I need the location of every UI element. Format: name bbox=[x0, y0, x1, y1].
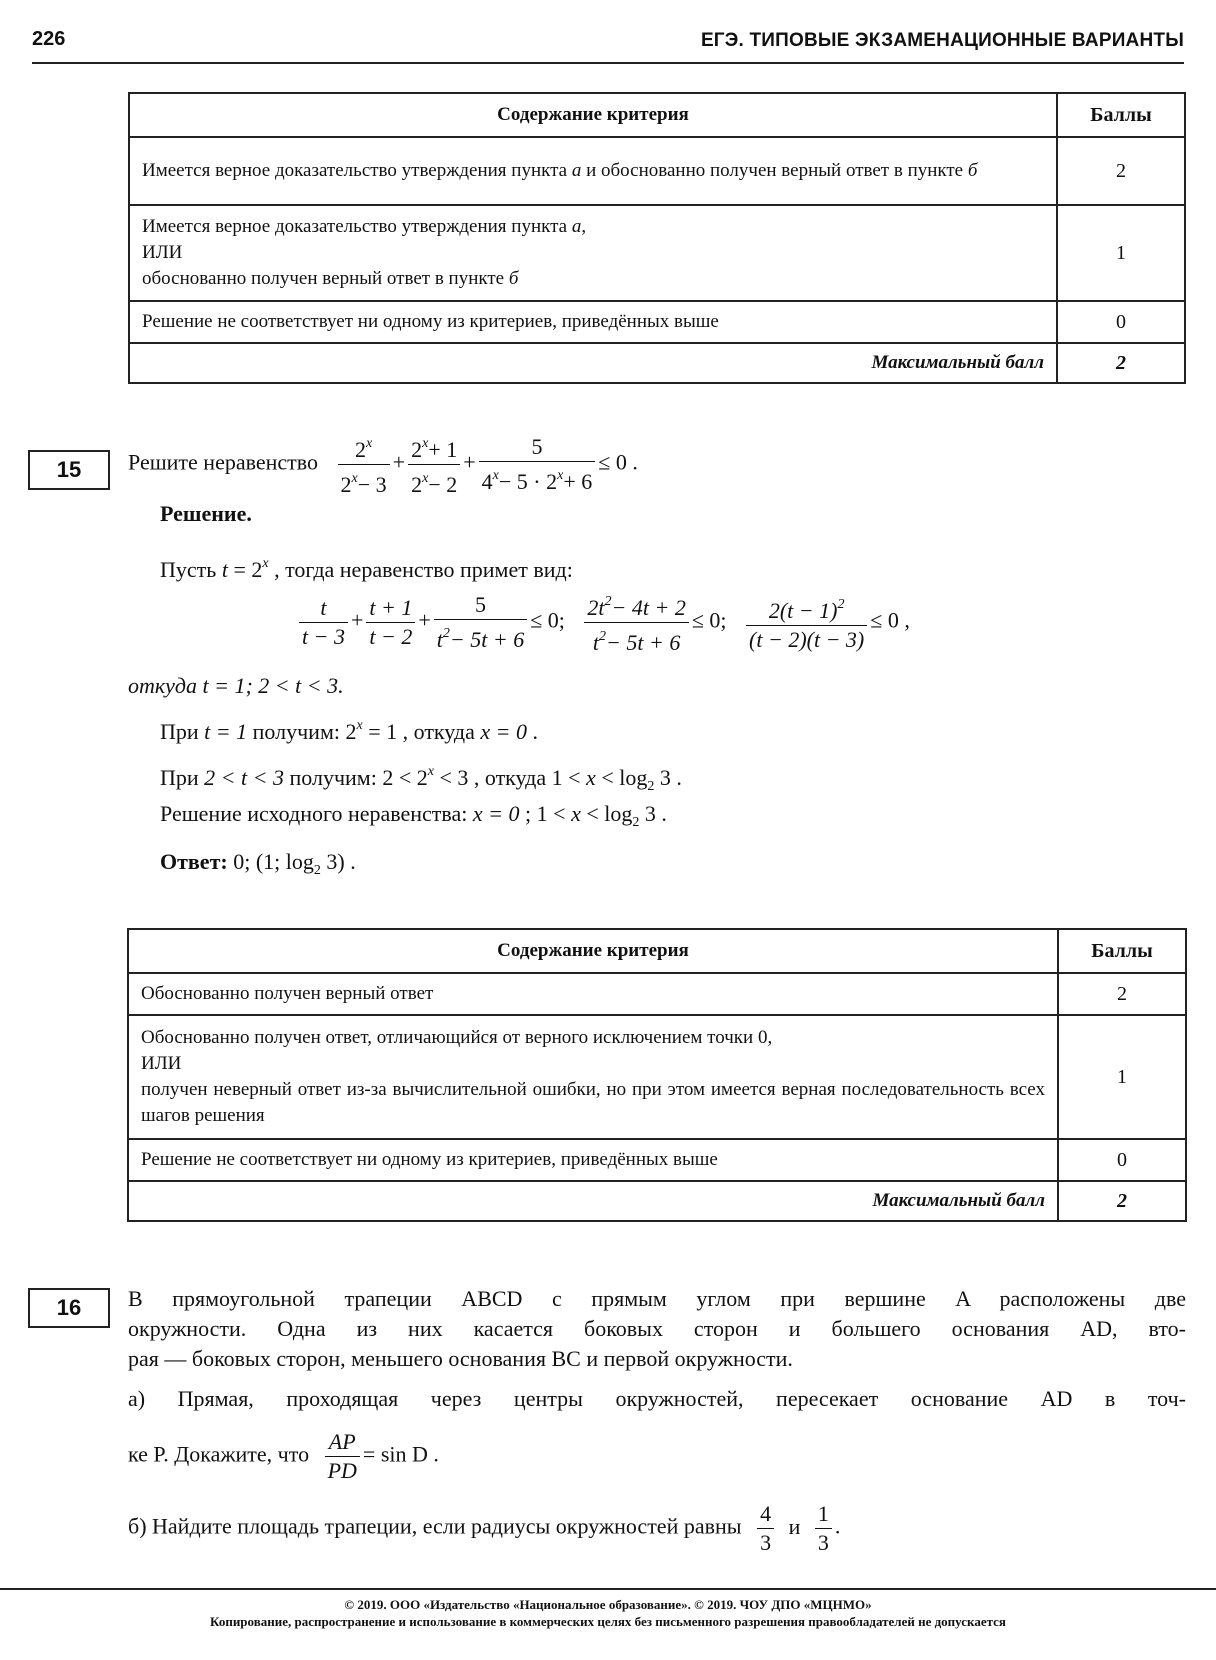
table-row bbox=[129, 205, 1185, 301]
table-max-row bbox=[129, 343, 1185, 383]
max-score-label: Максимальный балл bbox=[129, 343, 1057, 383]
fraction: $\frac{2^x+ 1}{2^x- 2}$ bbox=[408, 430, 460, 499]
max-score-value: 2 bbox=[1058, 1181, 1186, 1221]
substitution-line: Пусть $t = 2^x$ , тогда неравенство примет вид: bbox=[160, 556, 573, 582]
criterion-points: 1 bbox=[1058, 1015, 1186, 1139]
solution-label: Решение. bbox=[160, 501, 252, 526]
task16-part-a-line-2: ке P. Докажите, что $\frac{AP}{PD}$ = sin D . bbox=[128, 1429, 439, 1483]
transformed-inequalities: $\frac{t}{t - 3}$ + $\frac{t + 1}{t - 2}$ + $\frac{5}{t^2- 5t + 6}$ ≤ 0; $\frac{2t^2- 4t + 2}{t^2- 5t + 6}$ ≤ 0; $\frac{2(t - 1)^2}{(t - 2)(t - 3)}$ ≤ 0 , bbox=[296, 588, 910, 657]
table-header-row bbox=[128, 929, 1186, 973]
fraction: $\frac{4}{3}$ bbox=[757, 1500, 774, 1557]
table-row bbox=[129, 301, 1185, 343]
answer-label: Ответ: bbox=[160, 849, 228, 874]
task16-line-3: рая — боковых сторон, меньшего основания BC и первой окружности. bbox=[128, 1346, 793, 1371]
running-title: ЕГЭ. ТИПОВЫЕ ЭКЗАМЕНАЦИОННЫЕ ВАРИАНТЫ bbox=[700, 30, 1184, 51]
criterion-text: Имеется верное доказательство утверждения пункта а и обоснованно получен верный ответ в пункте б bbox=[129, 137, 1057, 205]
criterion-text: Решение не соответствует ни одному из критериев, приведённых выше bbox=[128, 1139, 1058, 1181]
page-number: 226 bbox=[32, 28, 66, 50]
criterion-points: 0 bbox=[1057, 301, 1185, 343]
fraction: $\frac{2^x}{2^x- 3}$ bbox=[338, 430, 390, 499]
task16-line-1: В прямоугольной трапеции ABCD с прямым углом при вершине A расположены две bbox=[128, 1286, 1186, 1311]
max-score-label: Максимальный балл bbox=[128, 1181, 1058, 1221]
table-header-row bbox=[129, 93, 1185, 137]
task-number-15: 15 bbox=[28, 450, 110, 490]
criterion-points: 2 bbox=[1058, 973, 1186, 1015]
max-score-value: 2 bbox=[1057, 343, 1185, 383]
copyright-line: © 2019. ООО «Издательство «Национальное образование». © 2019. ЧОУ ДПО «МЦНМО» bbox=[344, 1597, 872, 1612]
fraction: $\frac{5}{t^2- 5t + 6}$ bbox=[434, 591, 527, 654]
col-header-points: Баллы bbox=[1057, 93, 1185, 137]
task16-part-a-line-1: а) Прямая, проходящая через центры окружностей, пересекает основание AD в точ- bbox=[128, 1386, 1186, 1411]
roots-line: откуда t = 1; 2 < t < 3. bbox=[128, 673, 344, 698]
fraction: $\frac{1}{3}$ bbox=[815, 1500, 832, 1557]
criterion-text: Имеется верное доказательство утверждения пункта а, ИЛИ обоснованно получен верный ответ в пункте б bbox=[129, 205, 1057, 301]
fraction: $\frac{AP}{PD}$ bbox=[325, 1428, 360, 1485]
table-row bbox=[128, 1139, 1186, 1181]
col-header-points: Баллы bbox=[1058, 929, 1186, 973]
case-t-between: При 2 < t < 3 получим: $2 < 2^x < 3$ , откуда $1 < x < \log_2 3$ . bbox=[160, 764, 682, 794]
col-header-content: Содержание критерия bbox=[129, 93, 1057, 137]
final-solution-line: Решение исходного неравенства: x = 0 ; $1 < x < \log_2 3$ . bbox=[160, 801, 667, 830]
fraction: $\frac{2(t - 1)^2}{(t - 2)(t - 3)}$ bbox=[746, 591, 867, 654]
copyright-footer bbox=[0, 1588, 1216, 1630]
task16-part-b: б) Найдите площадь трапеции, если радиусы окружностей равны $\frac{4}{3}$ и $\frac{1}{3}$ . bbox=[128, 1501, 841, 1555]
criterion-points: 1 bbox=[1057, 205, 1185, 301]
fraction: $\frac{t}{t - 3}$ bbox=[299, 594, 348, 651]
task-number-16: 16 bbox=[28, 1288, 110, 1328]
criteria-table-15 bbox=[127, 928, 1187, 1222]
answer-line: Ответ: 0; (1; $\log_2 3$) . bbox=[160, 849, 356, 878]
fraction: $\frac{2t^2- 4t + 2}{t^2- 5t + 6}$ bbox=[584, 588, 688, 657]
copyright-notice: Копирование, распространение и использование в коммерческих целях без письменного разрешения правообладателей не допускается bbox=[210, 1614, 1006, 1629]
criterion-text: Решение не соответствует ни одному из критериев, приведённых выше bbox=[129, 301, 1057, 343]
criterion-text: Обоснованно получен ответ, отличающийся от верного исключением точки 0, ИЛИ получен неверный ответ из-за вычислительной ошибки, но при этом имеется верная последовательность всех шагов решения bbox=[128, 1015, 1058, 1139]
table-row bbox=[128, 973, 1186, 1015]
page-header bbox=[32, 24, 1184, 64]
criterion-points: 0 bbox=[1058, 1139, 1186, 1181]
table-row bbox=[128, 1015, 1186, 1139]
table-max-row bbox=[128, 1181, 1186, 1221]
case-t-equals-1: При t = 1 получим: $2^x = 1$ , откуда x = 0 . bbox=[160, 718, 539, 744]
col-header-content: Содержание критерия bbox=[128, 929, 1058, 973]
criterion-text: Обоснованно получен верный ответ bbox=[128, 973, 1058, 1015]
criteria-table-14 bbox=[128, 92, 1186, 384]
table-row bbox=[129, 137, 1185, 205]
fraction: $\frac{t + 1}{t - 2}$ bbox=[366, 594, 415, 651]
fraction: $\frac{5}{4^x- 5 \cdot 2^x+ 6}$ bbox=[479, 433, 596, 496]
task15-statement: Решите неравенство $\frac{2^x}{2^x- 3}$ + $\frac{2^x+ 1}{2^x- 2}$ + $\frac{5}{4^x- 5 \cdot 2^x+ 6}$ ≤ 0 . bbox=[128, 430, 638, 499]
criterion-points: 2 bbox=[1057, 137, 1185, 205]
task16-line-2: окружности. Одна из них касается боковых сторон и большего основания AD, вто- bbox=[128, 1316, 1186, 1341]
